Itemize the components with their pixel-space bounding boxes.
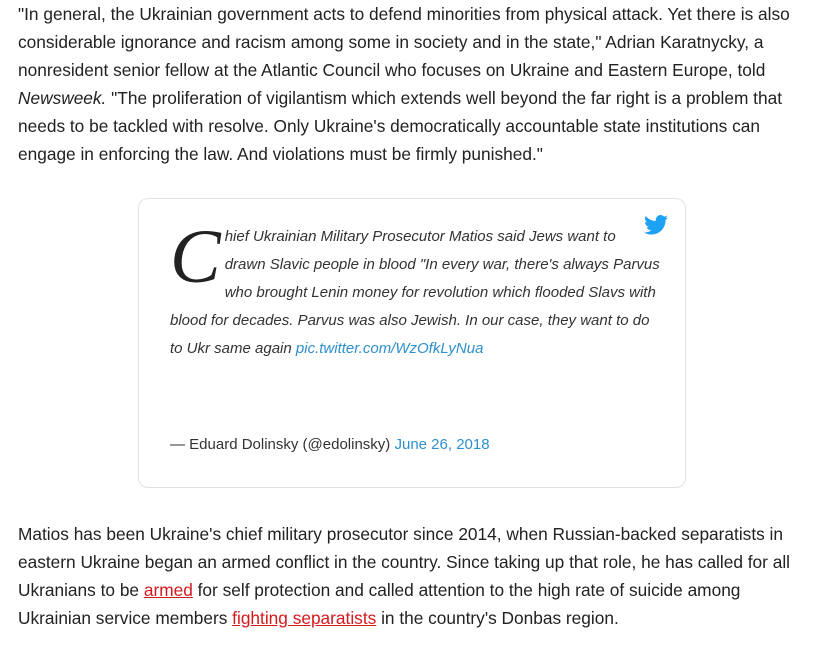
paragraph-text: "The proliferation of vigilantism which extends well beyond the far right is a problem that needs to be tackled with resolve. Only Ukraine's democratically accountable state institutions can engage in enforcing the law. And violations must be firmly punished.": [18, 88, 782, 164]
paragraph-text: Matios has been Ukraine's chief military prosecutor since 2014, when Russian-backed separatists in eastern Ukraine began an armed conflict in the country. Since taking up that role, he has called for all Ukranians to be: [18, 524, 791, 600]
embedded-tweet: [138, 198, 686, 488]
tweet-text: [170, 215, 660, 363]
paragraph-text: "In general, the Ukrainian government acts to defend minorities from physical attack. Yet there is also considerable ignorance and racism among some in society and in the state," Adrian Karatnycky, a nonresident senior fellow at the Atlantic Council who focuses on Ukraine and Eastern Europe, told: [18, 4, 790, 80]
fighting-separatists-link[interactable]: fighting separatists: [232, 608, 377, 628]
publication-name: Newsweek.: [18, 88, 107, 108]
article-paragraph-matios: [18, 520, 818, 632]
tweet-body-text: hief Ukrainian Military Prosecutor Matios said Jews want to drawn Slavic people in blood "In every war, there's always Parvus who brought Lenin money for revolution which flooded Slavs with blood for decades. Parvus was also Jewish. In our case, they want to do to Ukr same again: [170, 228, 660, 357]
tweet-date-link[interactable]: June 26, 2018: [394, 436, 490, 453]
drop-cap-letter: C: [170, 215, 221, 299]
tweet-attribution: [170, 435, 490, 455]
paragraph-text: for self protection and called attention to the high rate of suicide among Ukrainian service members: [18, 580, 741, 628]
paragraph-text: in the country's Donbas region.: [376, 608, 619, 628]
tweet-pic-link[interactable]: pic.twitter.com/WzOfkLyNua: [295, 340, 484, 357]
article-paragraph-quote: [18, 0, 818, 168]
tweet-author: — Eduard Dolinsky (@edolinsky): [170, 436, 395, 453]
armed-link[interactable]: armed: [143, 580, 193, 600]
